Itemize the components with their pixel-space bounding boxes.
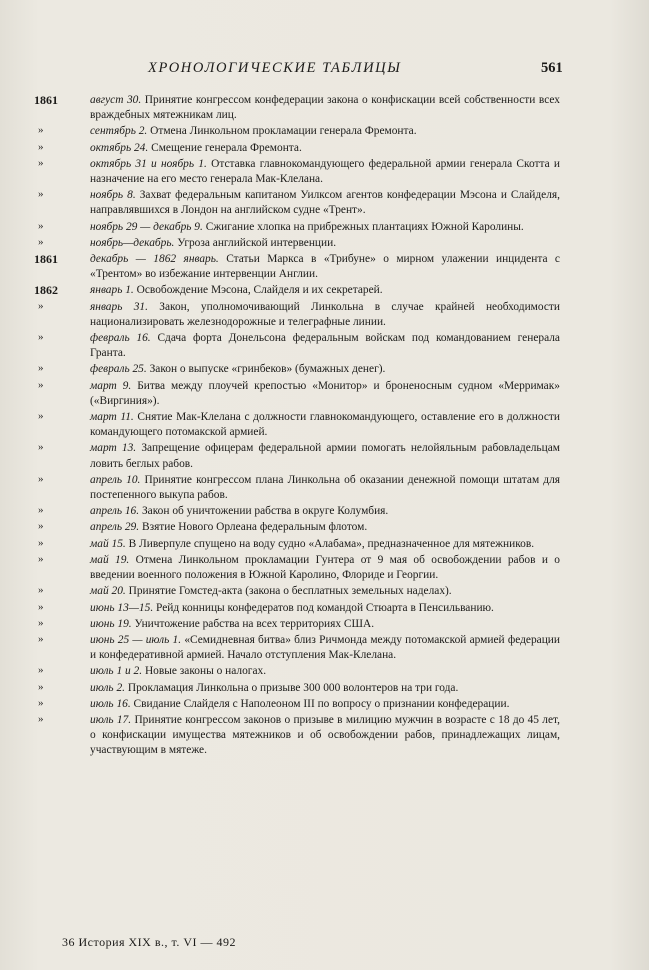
chronology-entry <box>0 220 649 235</box>
ditto-mark: » <box>38 299 44 312</box>
chronology-entry <box>0 379 649 409</box>
entry-text: Закон об уничтожении рабства в округе Колумбия. <box>141 505 389 518</box>
entry-text-block <box>90 664 560 679</box>
entry-date: ноябрь 8. <box>90 189 136 202</box>
chronology-entry <box>0 713 649 759</box>
ditto-mark: » <box>38 378 44 391</box>
entry-date: май 15. <box>90 537 126 550</box>
chronology-entry <box>0 681 649 696</box>
page-number: 561 <box>541 60 563 76</box>
entry-text-block <box>90 584 560 599</box>
entry-text-block <box>90 537 560 552</box>
entry-text-block <box>90 617 560 632</box>
entry-text: Принятие конгрессом плана Линкольна об оказании денежной помощи штатам для постепенного выкупа рабов. <box>90 473 560 502</box>
entry-text: Закон о выпуске «гринбеков» (бумажных денег). <box>149 363 386 376</box>
ditto-mark: » <box>38 504 44 517</box>
entry-text-block <box>90 93 560 123</box>
entry-text: Принятие Гомстед-акта (закона о бесплатных земельных наделах). <box>128 585 452 598</box>
ditto-mark: » <box>38 712 44 725</box>
entry-text-block <box>90 188 560 218</box>
entry-text-block <box>90 252 560 282</box>
chronology-entry <box>0 441 649 471</box>
chronology-entry <box>0 157 649 187</box>
entry-text: Отмена Линкольном прокламации Гунтера от 9 мая об освобождении рабов и о введении военного положения в Южной Каролино, Флориде и Георгии. <box>90 553 560 582</box>
entry-text: Снятие Мак-Клелана с должности главнокомандующего, оставление его в должности командующего потомакской армией. <box>90 411 560 439</box>
entry-text: Закон, уполномочивающий Линкольна в случае крайней необходимости национализировать железнодорожные и телеграфные линии. <box>90 300 560 328</box>
entry-text: «Семидневная битва» близ Ричмонда между потомакской армией федерации и конфедеративной армией. Начало отступления Мак-Клелана. <box>90 633 561 662</box>
entry-date: июль 2. <box>90 681 125 694</box>
ditto-mark: » <box>38 331 44 344</box>
entry-text-block <box>90 697 560 712</box>
ditto-mark: » <box>38 632 44 645</box>
entry-text-block <box>90 283 560 298</box>
ditto-mark: » <box>38 536 44 549</box>
chronology-entry <box>0 141 649 156</box>
entry-text: Прокламация Линкольна о призыве 300 000 волонтеров на три года. <box>127 681 459 694</box>
ditto-mark: » <box>38 616 44 629</box>
entry-text-block <box>90 331 560 361</box>
entry-text-block <box>90 362 560 377</box>
entry-date: январь 1. <box>90 284 134 297</box>
entry-date: февраль 25. <box>90 363 147 376</box>
entry-date: апрель 10. <box>90 473 141 486</box>
entry-text-block <box>90 124 560 139</box>
entry-date: май 20. <box>90 585 126 598</box>
chronology-entry <box>0 697 649 712</box>
entry-text-block <box>90 681 560 696</box>
ditto-mark: » <box>38 124 44 137</box>
entry-text: Сдача форта Донельсона федеральным войскам под командованием генерала Гранта. <box>90 332 560 360</box>
page-title: ХРОНОЛОГИЧЕСКИЕ ТАБЛИЦЫ <box>148 60 402 76</box>
entry-text-block <box>90 504 560 519</box>
chronology-entry <box>0 520 649 535</box>
entry-date: июнь 25 — июль 1. <box>90 633 182 646</box>
entry-text: Битва между плоучей крепостью «Монитор» и броненосным судном «Мерримак» («Виргиния»). <box>90 379 560 407</box>
entry-text-block <box>90 300 560 330</box>
chronology-entry <box>0 236 649 251</box>
entry-text: Принятие конгрессом законов о призыве в милицию мужчин в возрасте с 18 до 45 лет, о конфискации имущества мятежников и об освобождении рабов, принадлежащих лицам, участвующим в мятеже. <box>90 713 561 757</box>
ditto-mark: » <box>38 219 44 232</box>
ditto-mark: » <box>38 600 44 613</box>
chronology-entry <box>0 553 649 583</box>
entry-date: март 9. <box>90 379 132 392</box>
entry-text: Угроза английской интервенции. <box>177 236 337 249</box>
chronology-entry <box>0 473 649 503</box>
entry-year: 1861 <box>34 252 58 267</box>
chronology-entry <box>0 300 649 330</box>
entry-text-block <box>90 601 560 616</box>
entry-date: март 13. <box>90 442 137 455</box>
entry-text: Смещение генерала Фремонта. <box>151 141 302 154</box>
entry-text-block <box>90 473 560 503</box>
entry-date: август 30. <box>90 94 142 106</box>
chronology-entry <box>0 617 649 632</box>
chronology-entry <box>0 252 649 282</box>
entry-text: Принятие конгрессом конфедерации закона о конфискации всей собственности всех враждебных мятежникам лиц. <box>90 94 560 122</box>
entry-text: Новые законы о налогах. <box>144 665 267 678</box>
entry-text-block <box>90 379 560 409</box>
entry-date: октябрь 31 и ноябрь 1. <box>90 157 207 170</box>
ditto-mark: » <box>38 235 44 248</box>
ditto-mark: » <box>38 156 44 169</box>
entry-text-block <box>90 520 560 535</box>
ditto-mark: » <box>38 520 44 533</box>
entry-date: январь 31. <box>90 300 148 313</box>
ditto-mark: » <box>38 664 44 677</box>
ditto-mark: » <box>38 140 44 153</box>
entry-date: июнь 19. <box>90 617 132 630</box>
entry-text-block <box>90 220 560 235</box>
entry-text-block <box>90 236 560 251</box>
entry-text-block <box>90 633 560 663</box>
entry-text: В Ливерпуле спущено на воду судно «Алабама», предназначенное для мятежников. <box>128 537 535 550</box>
entry-date: март 11. <box>90 411 134 424</box>
ditto-mark: » <box>38 188 44 201</box>
entry-date: сентябрь 2. <box>90 125 148 138</box>
entry-text: Уничтожение рабства на всех территориях США. <box>134 617 375 630</box>
entry-text: Взятие Нового Орлеана федеральным флотом. <box>141 521 368 534</box>
entry-date: февраль 16. <box>90 332 151 345</box>
chronology-entry <box>0 283 649 298</box>
entry-text: Запрещение офицерам федеральной армии помогать нелойяльным рабовладельцам ловить беглых рабов. <box>90 442 560 470</box>
entry-text: Отмена Линкольном прокламации генерала Фремонта. <box>150 125 417 138</box>
ditto-mark: » <box>38 362 44 375</box>
ditto-mark: » <box>38 680 44 693</box>
entry-text: Освобождение Мэсона, Слайделя и их секретарей. <box>136 284 383 297</box>
chronology-entry <box>0 410 649 440</box>
entry-date: декабрь — 1862 январь. <box>90 253 219 266</box>
entry-text: Сжигание хлопка на прибрежных плантациях Южной Каролины. <box>205 220 524 233</box>
chronology-entry <box>0 664 649 679</box>
entry-text-block <box>90 553 560 583</box>
entry-year: 1862 <box>34 283 58 298</box>
chronology-entry <box>0 601 649 616</box>
running-head <box>0 60 649 80</box>
chronology-entry <box>0 93 649 123</box>
chronology-entry <box>0 124 649 139</box>
chronology-entry <box>0 362 649 377</box>
entry-text-block <box>90 141 560 156</box>
entry-text: Свидание Слайделя с Наполеоном III по вопросу о признании конфедерации. <box>133 697 510 710</box>
entry-text-block <box>90 441 560 471</box>
entry-date: май 19. <box>90 553 130 566</box>
entry-date: ноябрь 29 — декабрь 9. <box>90 220 203 233</box>
printer-signature: 36 История XIX в., т. VI — 492 <box>62 935 237 949</box>
entry-date: июнь 13—15. <box>90 601 154 614</box>
entry-date: июль 16. <box>90 697 131 710</box>
entry-date: апрель 29. <box>90 521 140 534</box>
ditto-mark: » <box>38 584 44 597</box>
chronology-entry <box>0 504 649 519</box>
entry-date: ноябрь—декабрь. <box>90 236 175 249</box>
entry-text: Захват федеральным капитаном Уилксом агентов конфедерации Мэсона и Слайделя, направлявшихся в Лондон на английском судне «Трент». <box>90 189 560 217</box>
entry-text-block <box>90 410 560 440</box>
entry-text: Отставка главнокомандующего федеральной армии генерала Скотта и назначение на его место генерала Мак-Клелана. <box>90 157 560 186</box>
entry-date: апрель 16. <box>90 505 140 518</box>
ditto-mark: » <box>38 696 44 709</box>
entry-text-block <box>90 713 560 759</box>
ditto-mark: » <box>38 472 44 485</box>
entry-date: октябрь 24. <box>90 141 149 154</box>
entry-year: 1861 <box>34 93 58 107</box>
entry-text-block <box>90 157 560 187</box>
entry-date: июль 1 и 2. <box>90 665 143 678</box>
ditto-mark: » <box>38 552 44 565</box>
chronology-entry <box>0 633 649 663</box>
chronology-entry <box>0 331 649 361</box>
entry-date: июль 17. <box>90 713 132 726</box>
entry-text: Рейд конницы конфедератов под командой Стюарта в Пенсильванию. <box>156 601 494 614</box>
chronology-entry <box>0 584 649 599</box>
ditto-mark: » <box>38 441 44 454</box>
chronology-entry <box>0 537 649 552</box>
ditto-mark: » <box>38 410 44 423</box>
chronology-entry <box>0 188 649 218</box>
entry-text: Статьи Маркса в «Трибуне» о мирном улажении инцидента с «Трентом» во избежание интервенции Англии. <box>90 253 560 281</box>
chronology-list <box>0 93 649 760</box>
